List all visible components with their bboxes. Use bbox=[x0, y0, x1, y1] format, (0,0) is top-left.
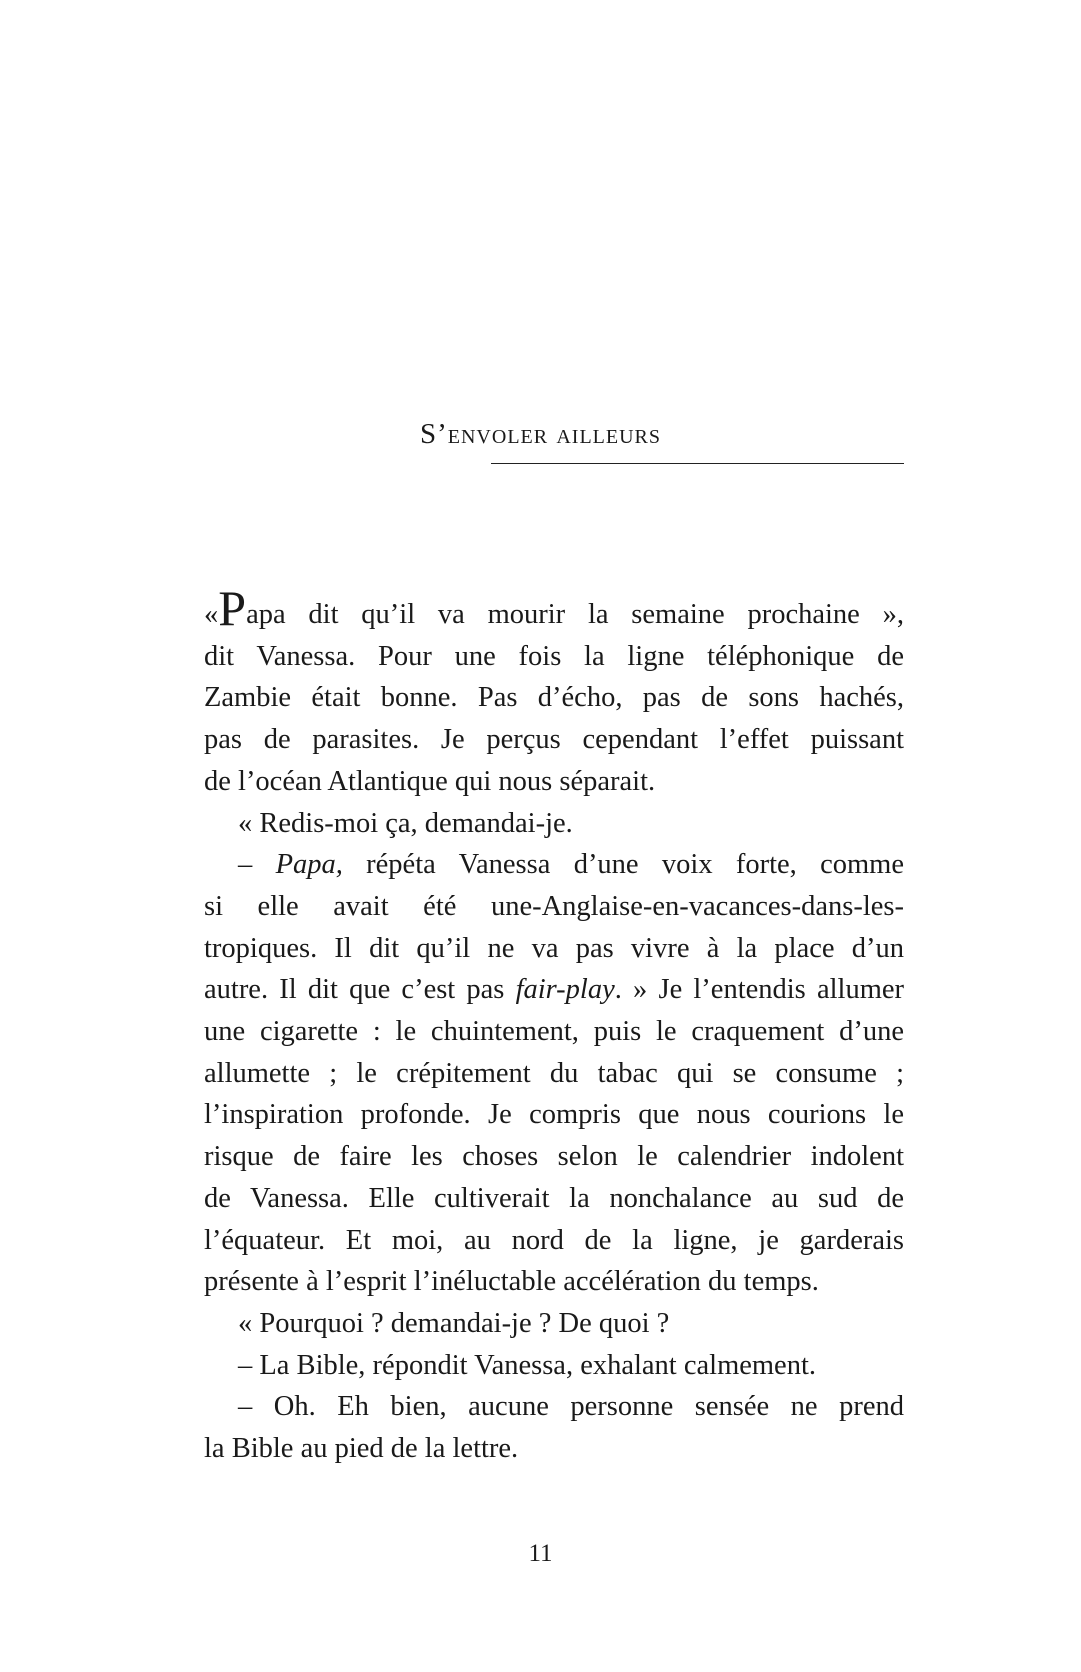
text-line bbox=[204, 761, 904, 803]
text-segment: Zambie était bonne. Pas d’écho, pas de sons hachés, bbox=[204, 682, 904, 714]
page-number: 11 bbox=[528, 1540, 553, 1567]
italic-text: Papa, bbox=[275, 849, 343, 881]
text-segment: apa dit qu’il va mourir la semaine prochaine », bbox=[246, 599, 904, 630]
opening-quote: « bbox=[204, 599, 219, 630]
text-line bbox=[204, 1136, 904, 1178]
text-segment: l’équateur. Et moi, au nord de la ligne, je garderais bbox=[204, 1224, 904, 1256]
text-line bbox=[204, 1428, 904, 1470]
paragraph bbox=[204, 1303, 904, 1345]
text-line bbox=[204, 1011, 904, 1053]
text-line bbox=[204, 1094, 904, 1136]
text-segment: allumette ; le crépitement du tabac qui se consume ; bbox=[204, 1057, 904, 1089]
text-segment: autre. Il dit que c’est pas bbox=[204, 974, 516, 1006]
text-line bbox=[204, 886, 904, 928]
text-segment: une cigarette : le chuintement, puis le craquement d’une bbox=[204, 1016, 904, 1048]
text-line bbox=[204, 803, 904, 845]
chapter-title: S’envoler ailleurs bbox=[419, 418, 662, 450]
text-line bbox=[204, 844, 904, 886]
text-segment: si elle avait été une-Anglaise-en-vacances-dans-les- bbox=[204, 890, 904, 922]
text-segment: « Pourquoi ? demandai-je ? De quoi ? bbox=[238, 1307, 670, 1339]
text-line bbox=[204, 677, 904, 719]
body-text bbox=[204, 580, 904, 1470]
text-segment: de Vanessa. Elle cultiverait la nonchalance au sud de bbox=[204, 1182, 904, 1214]
paragraph bbox=[204, 580, 904, 803]
text-segment: risque de faire les choses selon le calendrier indolent bbox=[204, 1141, 904, 1173]
text-segment: l’inspiration profonde. Je compris que nous courions le bbox=[204, 1099, 904, 1131]
paragraph bbox=[204, 1386, 904, 1469]
text-segment: de l’océan Atlantique qui nous séparait. bbox=[204, 765, 656, 797]
text-segment: – La Bible, répondit Vanessa, exhalant calmement. bbox=[238, 1349, 817, 1381]
paragraph bbox=[204, 803, 904, 845]
text-line bbox=[204, 1220, 904, 1262]
text-line bbox=[204, 636, 904, 678]
text-line bbox=[204, 719, 904, 761]
text-line bbox=[204, 1178, 904, 1220]
italic-text: fair-play bbox=[515, 974, 615, 1006]
text-segment: présente à l’esprit l’inéluctable accélération du temps. bbox=[204, 1266, 819, 1298]
paragraph bbox=[204, 1345, 904, 1387]
text-segment: . » Je l’entendis allumer bbox=[614, 974, 904, 1006]
text-segment: – bbox=[238, 849, 276, 881]
text-segment: dit Vanessa. Pour une fois la ligne téléphonique de bbox=[204, 640, 904, 672]
drop-cap-letter: P bbox=[218, 580, 247, 636]
text-line bbox=[204, 1345, 904, 1387]
text-segment: pas de parasites. Je perçus cependant l’effet puissant bbox=[204, 724, 904, 756]
title-underline-rule bbox=[491, 463, 904, 464]
text-segment: – Oh. Eh bien, aucune personne sensée ne prend bbox=[238, 1391, 904, 1423]
text-line bbox=[204, 1261, 904, 1303]
text-line bbox=[204, 928, 904, 970]
text-segment: la Bible au pied de la lettre. bbox=[204, 1433, 519, 1465]
text-line bbox=[204, 1386, 904, 1428]
text-line bbox=[204, 1303, 904, 1345]
text-line bbox=[204, 1053, 904, 1095]
text-segment: « Redis-moi ça, demandai-je. bbox=[238, 807, 573, 839]
text-segment: répéta Vanessa d’une voix forte, comme bbox=[342, 849, 904, 881]
text-line bbox=[204, 969, 904, 1011]
paragraph bbox=[204, 844, 904, 1303]
text-line bbox=[204, 580, 904, 636]
text-segment: tropiques. Il dit qu’il ne va pas vivre à la place d’un bbox=[204, 932, 904, 964]
